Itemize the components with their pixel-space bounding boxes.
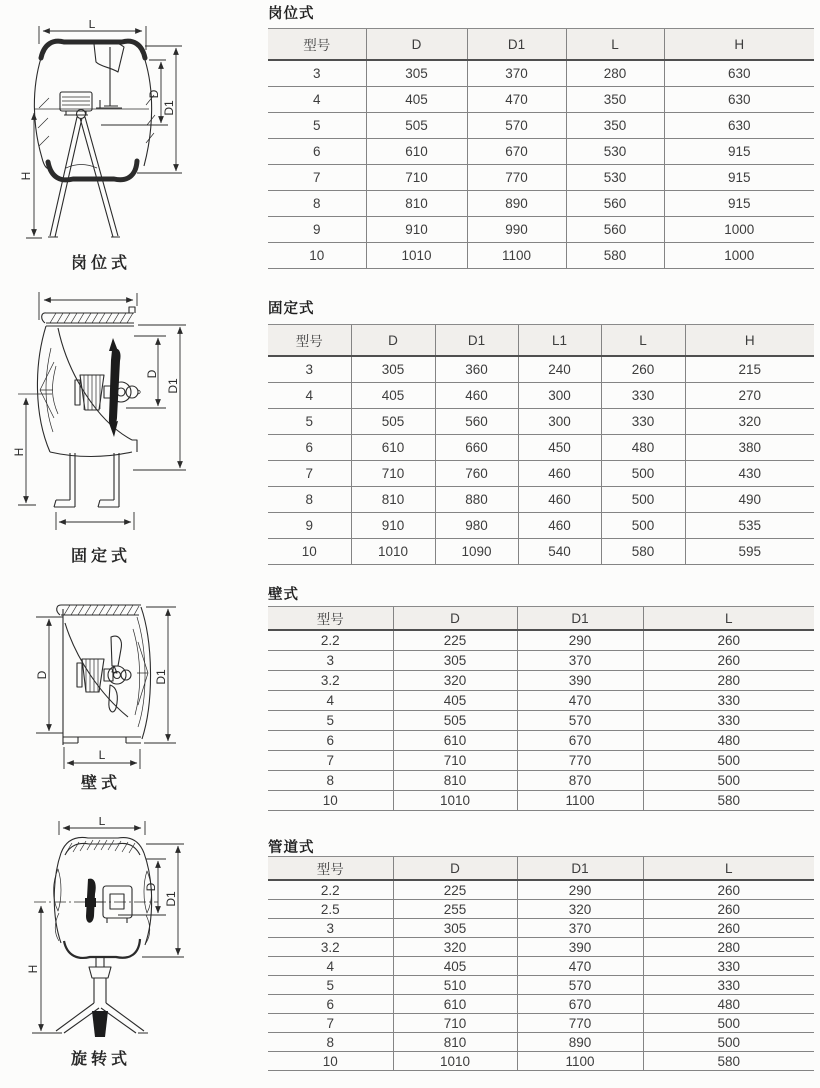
table-cell: 470 <box>467 87 566 113</box>
header-row <box>268 29 814 61</box>
dim-label-d1: D1 <box>154 669 168 685</box>
table-cell: 1090 <box>435 539 518 565</box>
table-cell: 305 <box>351 356 435 383</box>
table-row <box>268 113 814 139</box>
table-cell: 5 <box>268 409 351 435</box>
table-cell: 2.5 <box>268 900 393 919</box>
fan-blade <box>109 338 121 437</box>
column-header: H <box>685 325 814 357</box>
table-cell: 320 <box>517 900 643 919</box>
table-cell: 280 <box>643 671 814 691</box>
table-cell: 980 <box>435 513 518 539</box>
table-fixed-type <box>268 324 814 565</box>
table-cell: 10 <box>268 791 393 811</box>
table-cell: 580 <box>643 1052 814 1071</box>
drawing-caption-rotating: 旋转式 <box>70 1051 131 1068</box>
table-cell: 3.2 <box>268 671 393 691</box>
table-row <box>268 165 814 191</box>
table-cell: 4 <box>268 691 393 711</box>
table-row <box>268 651 814 671</box>
table-cell: 255 <box>393 900 517 919</box>
column-header: D1 <box>517 857 643 881</box>
table-cell: 320 <box>393 938 517 957</box>
table-cell: 505 <box>366 113 467 139</box>
table-cell: 630 <box>664 113 814 139</box>
dim-label-d: D <box>35 670 49 680</box>
table-cell: 460 <box>518 487 601 513</box>
header-row <box>268 857 814 881</box>
table-cell: 7 <box>268 1014 393 1033</box>
table-cell: 770 <box>467 165 566 191</box>
table-cell: 390 <box>517 671 643 691</box>
table-cell: 460 <box>518 461 601 487</box>
table-cell: 5 <box>268 976 393 995</box>
table-row <box>268 751 814 771</box>
table-cell: 770 <box>517 751 643 771</box>
table-cell: 560 <box>435 409 518 435</box>
table-cell: 6 <box>268 995 393 1014</box>
table-cell: 4 <box>268 957 393 976</box>
table-cell: 500 <box>601 513 685 539</box>
dimension-labels <box>26 817 178 973</box>
drawing-fixed-type <box>6 290 196 540</box>
dimension-lines <box>36 607 176 769</box>
column-header: L <box>601 325 685 357</box>
table-cell: 505 <box>351 409 435 435</box>
table-row <box>268 976 814 995</box>
column-header: D1 <box>517 607 643 631</box>
table-cell: 3 <box>268 651 393 671</box>
fan-casing <box>34 41 155 180</box>
table-cell: 10 <box>268 539 351 565</box>
table-cell: 8 <box>268 1033 393 1052</box>
table-row <box>268 771 814 791</box>
drawing-wall-type <box>6 597 196 775</box>
table-cell: 6 <box>268 435 351 461</box>
table-cell: 610 <box>366 139 467 165</box>
dim-label-h: H <box>12 447 26 457</box>
table-cell: 1100 <box>517 791 643 811</box>
table-row <box>268 409 814 435</box>
table-row <box>268 995 814 1014</box>
table-cell: 260 <box>643 880 814 900</box>
dim-label-d1: D1 <box>162 100 176 116</box>
table-cell: 370 <box>467 60 566 87</box>
section-title-post: 岗位式 <box>268 6 315 22</box>
drawing-caption-wall: 壁式 <box>80 775 121 792</box>
header-row <box>268 607 814 631</box>
motor-and-impeller <box>77 636 131 712</box>
column-header: D <box>351 325 435 357</box>
table-cell: 225 <box>393 880 517 900</box>
table-cell: 320 <box>685 409 814 435</box>
table-cell: 580 <box>566 243 664 269</box>
table-row <box>268 191 814 217</box>
table-cell: 810 <box>366 191 467 217</box>
table-cell: 505 <box>393 711 517 731</box>
table-cell: 890 <box>517 1033 643 1052</box>
table-row <box>268 435 814 461</box>
table-cell: 10 <box>268 243 366 269</box>
table-row <box>268 957 814 976</box>
table-cell: 915 <box>664 165 814 191</box>
fan-casing <box>34 838 158 958</box>
dim-label-h: H <box>19 171 33 181</box>
table-cell: 870 <box>517 771 643 791</box>
table-row <box>268 671 814 691</box>
drawing-caption-post: 岗位式 <box>70 255 131 272</box>
dimension-lines <box>18 292 186 530</box>
table-cell: 470 <box>517 957 643 976</box>
table-cell: 480 <box>601 435 685 461</box>
table-row <box>268 513 814 539</box>
dim-label-l: L <box>98 748 106 762</box>
table-row <box>268 1014 814 1033</box>
table-row <box>268 919 814 938</box>
dim-label-l: L <box>98 817 106 828</box>
table-cell: 405 <box>366 87 467 113</box>
table-row <box>268 487 814 513</box>
table-cell: 7 <box>268 751 393 771</box>
table-cell: 305 <box>366 60 467 87</box>
table-cell: 1010 <box>393 791 517 811</box>
table-cell: 300 <box>518 409 601 435</box>
table-cell: 580 <box>643 791 814 811</box>
table-cell: 405 <box>351 383 435 409</box>
table-cell: 1000 <box>664 217 814 243</box>
table-cell: 380 <box>685 435 814 461</box>
table-cell: 430 <box>685 461 814 487</box>
table-row <box>268 630 814 651</box>
table-cell: 535 <box>685 513 814 539</box>
table-cell: 7 <box>268 461 351 487</box>
table-cell: 330 <box>601 383 685 409</box>
table-cell: 710 <box>366 165 467 191</box>
table-cell: 260 <box>643 900 814 919</box>
column-header: L <box>566 29 664 61</box>
dim-label-h: H <box>26 964 40 974</box>
table-cell: 610 <box>351 435 435 461</box>
table-row <box>268 1033 814 1052</box>
table-row <box>268 461 814 487</box>
motor <box>96 886 132 923</box>
table-cell: 300 <box>518 383 601 409</box>
table-cell: 910 <box>351 513 435 539</box>
table-cell: 260 <box>643 919 814 938</box>
table-cell: 6 <box>268 731 393 751</box>
table-row <box>268 880 814 900</box>
table-row <box>268 1052 814 1071</box>
table-cell: 560 <box>566 191 664 217</box>
table-cell: 8 <box>268 487 351 513</box>
table-row <box>268 938 814 957</box>
table-post-type <box>268 28 814 269</box>
table-cell: 1100 <box>517 1052 643 1071</box>
table-cell: 225 <box>393 630 517 651</box>
table-cell: 1000 <box>664 243 814 269</box>
table-cell: 500 <box>643 771 814 791</box>
column-header: D <box>393 857 517 881</box>
table-cell: 290 <box>517 880 643 900</box>
table-cell: 630 <box>664 87 814 113</box>
table-cell: 260 <box>601 356 685 383</box>
table-cell: 760 <box>435 461 518 487</box>
table-cell: 305 <box>393 919 517 938</box>
column-header: D <box>366 29 467 61</box>
table-cell: 580 <box>601 539 685 565</box>
table-cell: 670 <box>517 731 643 751</box>
table-cell: 660 <box>435 435 518 461</box>
table-cell: 3 <box>268 356 351 383</box>
table-cell: 1100 <box>467 243 566 269</box>
table-cell: 480 <box>643 995 814 1014</box>
table-cell: 290 <box>517 630 643 651</box>
table-cell: 5 <box>268 113 366 139</box>
table-duct-type <box>268 856 814 1071</box>
mounting-feet <box>54 453 119 507</box>
table-cell: 610 <box>393 731 517 751</box>
table-cell: 260 <box>643 630 814 651</box>
column-header: L <box>643 607 814 631</box>
table-cell: 370 <box>517 919 643 938</box>
column-header: 型号 <box>268 29 366 61</box>
table-cell: 500 <box>643 1033 814 1052</box>
dim-label-d1: D1 <box>164 891 178 907</box>
table-cell: 500 <box>601 487 685 513</box>
table-cell: 910 <box>366 217 467 243</box>
table-cell: 470 <box>517 691 643 711</box>
column-header: H <box>664 29 814 61</box>
table-cell: 6 <box>268 139 366 165</box>
table-cell: 810 <box>351 487 435 513</box>
table-cell: 670 <box>517 995 643 1014</box>
table-cell: 10 <box>268 1052 393 1071</box>
column-header: L1 <box>518 325 601 357</box>
table-cell: 915 <box>664 191 814 217</box>
table-row <box>268 791 814 811</box>
section-title-fixed: 固定式 <box>268 301 315 317</box>
table-cell: 560 <box>566 217 664 243</box>
table-cell: 7 <box>268 165 366 191</box>
table-row <box>268 731 814 751</box>
table-cell: 370 <box>517 651 643 671</box>
drawing-post-type <box>6 20 196 252</box>
table-cell: 9 <box>268 217 366 243</box>
table-cell: 330 <box>643 711 814 731</box>
table-cell: 330 <box>643 976 814 995</box>
table-cell: 710 <box>351 461 435 487</box>
table-cell: 1010 <box>351 539 435 565</box>
table-cell: 490 <box>685 487 814 513</box>
table-row <box>268 60 814 87</box>
table-cell: 450 <box>518 435 601 461</box>
table-cell: 270 <box>685 383 814 409</box>
table-cell: 530 <box>566 165 664 191</box>
dim-label-d: D <box>145 369 159 379</box>
table-cell: 990 <box>467 217 566 243</box>
dim-label-d: D <box>144 882 158 892</box>
table-cell: 670 <box>467 139 566 165</box>
table-cell: 4 <box>268 383 351 409</box>
pedestal-stand <box>52 957 148 1037</box>
table-cell: 710 <box>393 1014 517 1033</box>
table-row <box>268 900 814 919</box>
column-header: 型号 <box>268 325 351 357</box>
table-cell: 610 <box>393 995 517 1014</box>
table-cell: 350 <box>566 87 664 113</box>
table-cell: 405 <box>393 957 517 976</box>
table-cell: 280 <box>566 60 664 87</box>
table-cell: 305 <box>393 651 517 671</box>
table-cell: 3.2 <box>268 938 393 957</box>
column-header: D1 <box>435 325 518 357</box>
table-cell: 890 <box>467 191 566 217</box>
table-cell: 460 <box>435 383 518 409</box>
table-cell: 810 <box>393 1033 517 1052</box>
table-cell: 595 <box>685 539 814 565</box>
table-cell: 540 <box>518 539 601 565</box>
table-cell: 710 <box>393 751 517 771</box>
table-cell: 405 <box>393 691 517 711</box>
table-cell: 500 <box>643 1014 814 1033</box>
section-title-wall: 壁式 <box>268 587 299 603</box>
table-row <box>268 711 814 731</box>
table-cell: 3 <box>268 919 393 938</box>
table-cell: 240 <box>518 356 601 383</box>
table-cell: 330 <box>601 409 685 435</box>
table-row <box>268 217 814 243</box>
motor-and-impeller <box>60 42 124 115</box>
table-cell: 260 <box>643 651 814 671</box>
table-cell: 330 <box>643 691 814 711</box>
table-cell: 500 <box>601 461 685 487</box>
table-cell: 320 <box>393 671 517 691</box>
table-cell: 570 <box>517 976 643 995</box>
dim-label-d1: D1 <box>166 378 180 394</box>
table-cell: 1010 <box>366 243 467 269</box>
tripod-stand <box>48 110 120 238</box>
table-cell: 810 <box>393 771 517 791</box>
table-cell: 1010 <box>393 1052 517 1071</box>
table-cell: 9 <box>268 513 351 539</box>
table-cell: 460 <box>518 513 601 539</box>
column-header: D <box>393 607 517 631</box>
table-row <box>268 691 814 711</box>
table-cell: 570 <box>467 113 566 139</box>
table-cell: 360 <box>435 356 518 383</box>
table-cell: 510 <box>393 976 517 995</box>
table-cell: 480 <box>643 731 814 751</box>
dim-label-l: L <box>88 20 96 31</box>
table-row <box>268 243 814 269</box>
table-cell: 4 <box>268 87 366 113</box>
table-row <box>268 539 814 565</box>
table-cell: 770 <box>517 1014 643 1033</box>
fan-blade <box>85 879 96 923</box>
table-cell: 350 <box>566 113 664 139</box>
table-row <box>268 383 814 409</box>
table-wall-type <box>268 606 814 811</box>
table-row <box>268 87 814 113</box>
table-cell: 500 <box>643 751 814 771</box>
table-cell: 630 <box>664 60 814 87</box>
drawing-caption-fixed: 固定式 <box>70 548 131 565</box>
column-header: D1 <box>467 29 566 61</box>
table-cell: 3 <box>268 60 366 87</box>
table-cell: 8 <box>268 191 366 217</box>
table-cell: 570 <box>517 711 643 731</box>
table-cell: 530 <box>566 139 664 165</box>
table-cell: 2.2 <box>268 880 393 900</box>
dim-label-d: D <box>147 89 161 99</box>
table-cell: 915 <box>664 139 814 165</box>
column-header: 型号 <box>268 857 393 881</box>
table-cell: 2.2 <box>268 630 393 651</box>
table-cell: 8 <box>268 771 393 791</box>
column-header: 型号 <box>268 607 393 631</box>
table-cell: 880 <box>435 487 518 513</box>
table-cell: 330 <box>643 957 814 976</box>
table-row <box>268 139 814 165</box>
column-header: L <box>643 857 814 881</box>
table-row <box>268 356 814 383</box>
header-row <box>268 325 814 357</box>
drawings-column <box>0 0 256 1088</box>
section-title-duct: 管道式 <box>268 840 315 856</box>
table-cell: 215 <box>685 356 814 383</box>
table-cell: 280 <box>643 938 814 957</box>
table-cell: 390 <box>517 938 643 957</box>
table-cell: 5 <box>268 711 393 731</box>
drawing-rotating-type <box>6 817 196 1045</box>
